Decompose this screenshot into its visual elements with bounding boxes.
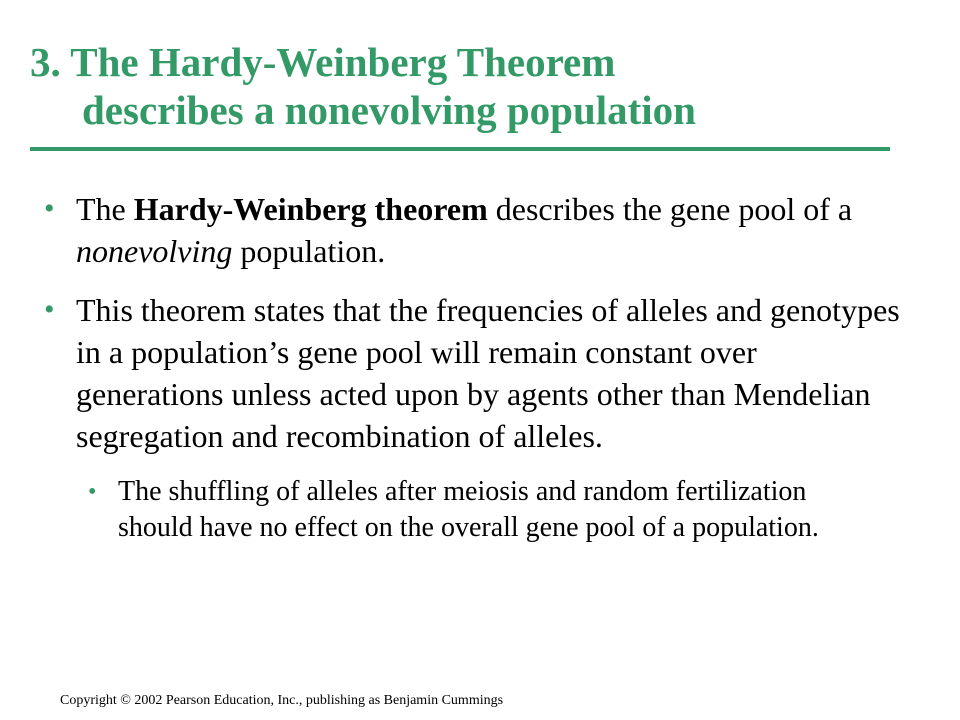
bullet-icon: • xyxy=(44,192,55,225)
bullet-text: population. xyxy=(232,233,386,269)
title-underline xyxy=(30,147,890,151)
sub-bullet-item-shuffling xyxy=(0,474,878,546)
title-line-1: 3. The Hardy-Weinberg Theorem xyxy=(30,39,616,85)
bullet-text: describes the gene pool of a xyxy=(487,191,853,227)
bullet-text: The xyxy=(76,191,134,227)
bullet-italic-term: nonevolving xyxy=(76,233,233,269)
copyright-footer: Copyright © 2002 Pearson Education, Inc., publishing as Benjamin Cummings xyxy=(60,693,504,708)
bullet-text: This theorem states that the frequencies of alleles and genotypes in a population’s gene pool will remain constant over generations unless acted upon by agents other than Mendelian segregation and recombination of alleles. xyxy=(76,292,900,454)
bullet-icon: • xyxy=(44,293,55,326)
bullet-bold-term: Hardy-Weinberg theorem xyxy=(133,191,488,227)
bullet-list xyxy=(0,188,960,546)
slide-title xyxy=(30,38,910,134)
sub-bullet-text: The shuffling of alleles after meiosis and random fertilization should have no effect on the overall gene pool of a population. xyxy=(118,476,819,543)
title-line-2: describes a nonevolving population xyxy=(82,87,696,133)
bullet-item-theorem-statement xyxy=(0,289,906,457)
bullet-item-hardy-weinberg xyxy=(0,188,906,272)
sub-bullet-icon: • xyxy=(88,479,97,505)
